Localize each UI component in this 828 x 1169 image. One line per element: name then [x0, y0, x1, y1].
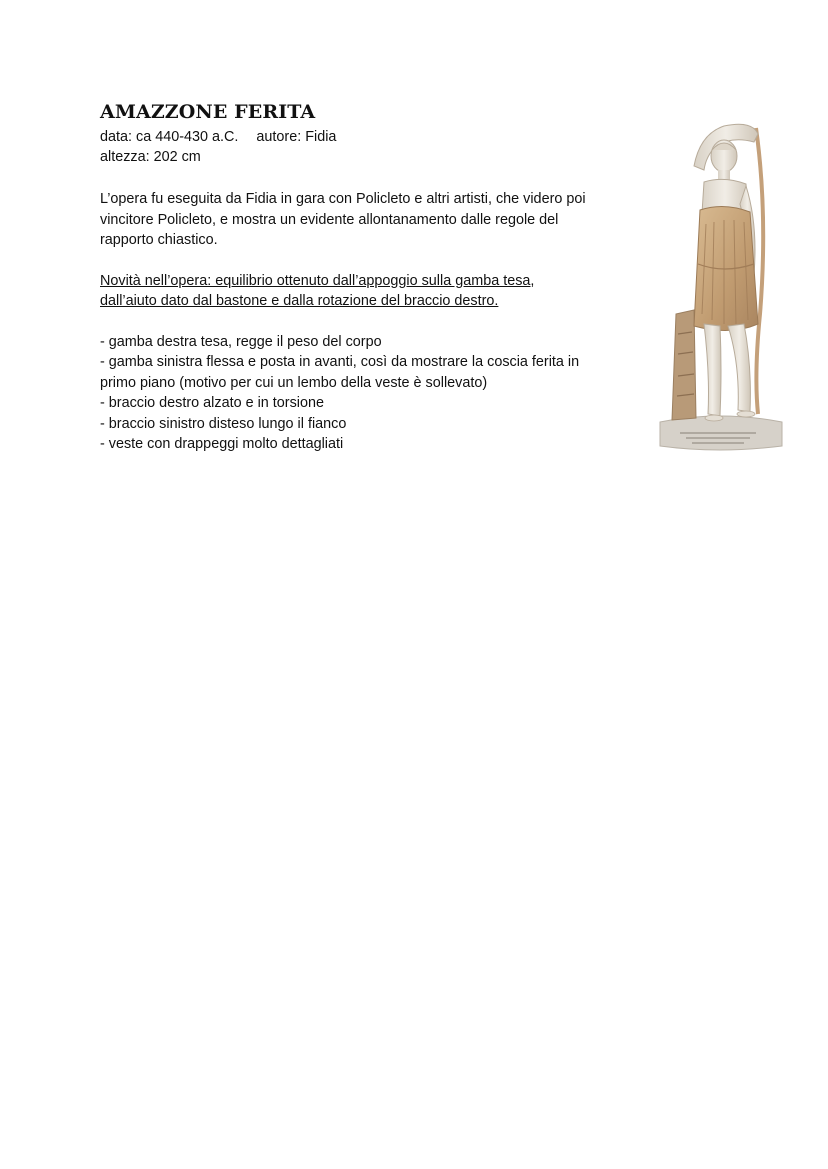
novelty-paragraph: [100, 271, 640, 312]
novelty-line-2: dall’aiuto dato dal bastone e dalla rotazione del braccio destro.: [100, 293, 499, 309]
intro-paragraph: [100, 189, 640, 251]
features-list-container: [100, 332, 640, 455]
meta-height: altezza: 202 cm: [100, 149, 201, 165]
meta-date: data: ca 440-430 a.C.: [100, 129, 239, 145]
meta-date-author: [100, 127, 640, 147]
feature-item-5: - braccio sinistro disteso lungo il fianco: [100, 415, 347, 432]
features-list: [100, 332, 640, 455]
document-title: AMAZZONE FERITA: [100, 101, 316, 123]
intro-line-1: L’opera fu eseguita da Fidia in gara con Policleto e altri artisti, che videro poi: [100, 191, 586, 207]
feature-item-4: - braccio destro alzato e in torsione: [100, 395, 324, 411]
feature-item-3: primo piano (motivo per cui un lembo della veste è sollevato): [100, 374, 488, 391]
intro-line-3: rapporto chiastico.: [100, 232, 218, 248]
feature-item-2: - gamba sinistra flessa e posta in avanti, così da mostrare la coscia ferita in: [100, 354, 580, 370]
novelty-line-1: Novità nell’opera: equilibrio ottenuto dall’appoggio sulla gamba tesa,: [100, 272, 535, 289]
meta-author: autore: Fidia: [256, 129, 337, 145]
feature-item-6: - veste con drappeggi molto dettagliati: [100, 436, 344, 452]
intro-line-2: vincitore Policleto, e mostra un evidente allontanamento dalle regole del: [100, 211, 559, 228]
feature-item-1: - gamba destra tesa, regge il peso del corpo: [100, 333, 382, 350]
statue-image: [654, 114, 784, 454]
document-content: [100, 100, 640, 455]
